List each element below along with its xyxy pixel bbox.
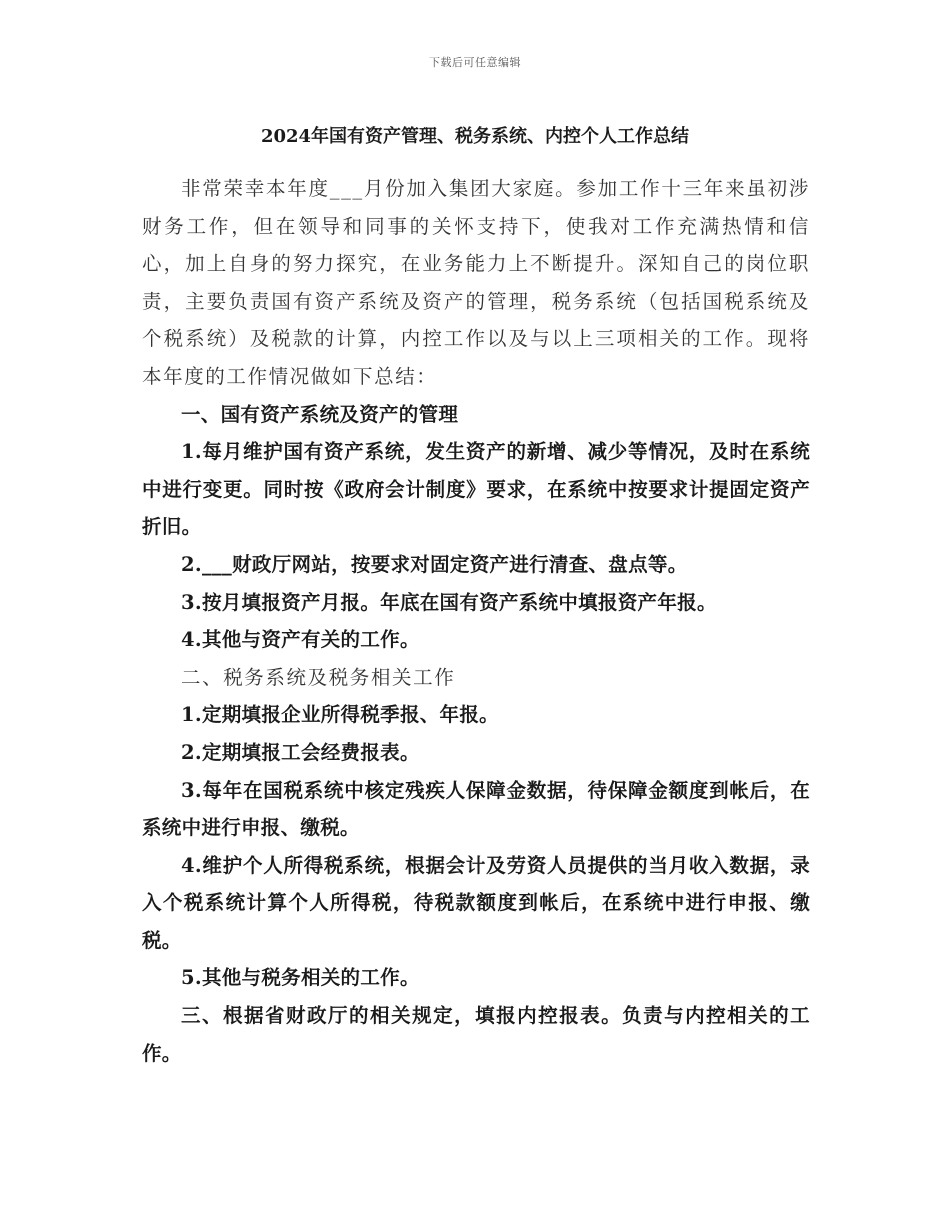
section-heading-tax: 二、税务系统及税务相关工作 (181, 665, 456, 689)
list-item-tax-2: 2.定期填报工会经费报表。 (181, 740, 420, 764)
section-internal-control: 三、根据省财政厅的相关规定，填报内控报表。负责与内控相关的工作。 (142, 1004, 810, 1065)
page-header-note: 下载后可任意编辑 (429, 56, 521, 69)
list-item-tax-5: 5.其他与税务相关的工作。 (181, 966, 420, 990)
list-item-tax-3: 3.每年在国税系统中核定残疾人保障金数据，待保障金额度到帐后，在系统中进行申报、缴税。 (142, 778, 810, 840)
list-item-tax-4: 4.维护个人所得税系统，根据会计及劳资人员提供的当月收入数据，录入个税系统计算个人所得税，待税款额度到帐后，在系统中进行申报、缴税。 (142, 853, 810, 952)
document-title: 2024年国有资产管理、税务系统、内控个人工作总结 (260, 126, 690, 147)
list-item-assets-2: 2.___财政厅网站，按要求对固定资产进行清查、盘点等。 (181, 552, 688, 576)
list-item-assets-1: 1.每月维护国有资产系统，发生资产的新增、减少等情况，及时在系统中进行变更。同时按《政府会计制度》要求，在系统中按要求计提固定资产折旧。 (142, 440, 810, 539)
list-item-tax-1: 1.定期填报企业所得税季报、年报。 (181, 703, 499, 727)
section-heading-assets: 一、国有资产系统及资产的管理 (181, 402, 459, 426)
list-item-assets-3: 3.按月填报资产月报。年底在国有资产系统中填报资产年报。 (181, 590, 717, 614)
intro-paragraph: 非常荣幸本年度___月份加入集团大家庭。参加工作十三年来虽初涉财务工作，但在领导和同事的关怀支持下，使我对工作充满热情和信心，加上自身的努力探究，在业务能力上不断提升。深知自己的岗位职责，主要负责国有资产系统及资产的管理，税务系统（包括国税系统及个税系统）及税款的计算，内控工作以及与以上三项相关的工作。现将本年度的工作情况做如下总结： (142, 177, 810, 388)
list-item-assets-4: 4.其他与资产有关的工作。 (181, 628, 420, 652)
document-body (142, 170, 810, 1072)
